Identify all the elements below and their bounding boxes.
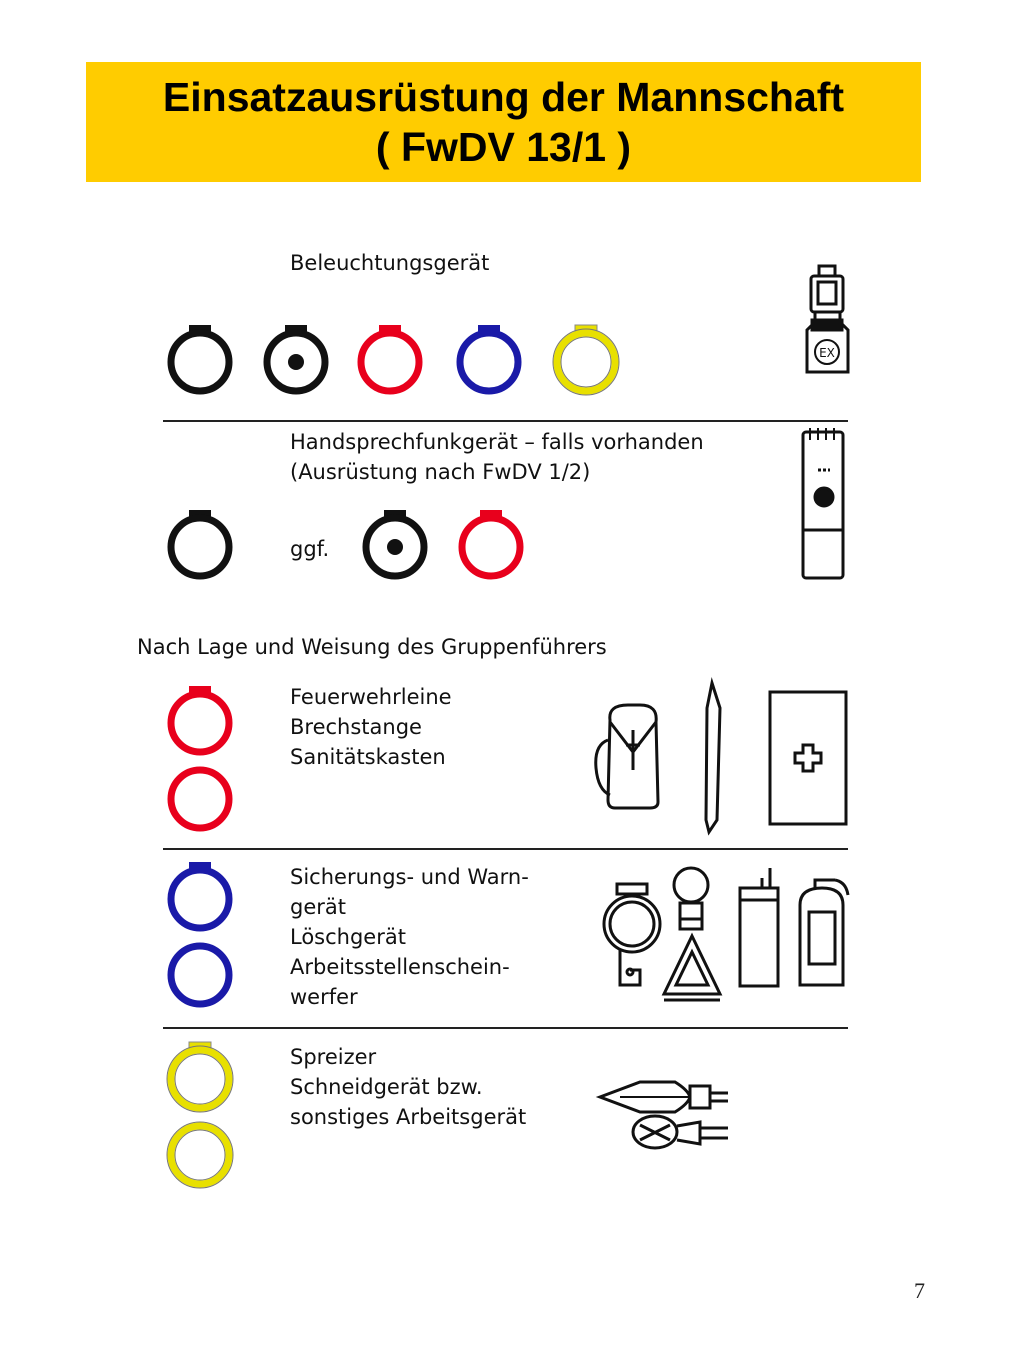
blue-item-1: Sicherungs- und Warn- (290, 865, 529, 889)
warning-triangle-icon (664, 868, 720, 1000)
floodlight-icon (740, 868, 778, 986)
yellow-item-1: Spreizer (290, 1045, 377, 1069)
yellow-item-3: sonstiges Arbeitsgerät (290, 1105, 527, 1129)
title-line-2: ( FwDV 13/1 ) (375, 124, 632, 170)
ring-blue (171, 946, 229, 1004)
red-item-2: Brechstange (290, 715, 422, 739)
ring-red (361, 325, 419, 391)
yellow-item-2: Schneidgerät bzw. (290, 1075, 483, 1099)
first-aid-kit-icon (770, 692, 846, 824)
ring-red (171, 770, 229, 828)
lighting-label: Beleuchtungsgerät (290, 251, 490, 275)
ring-black-dot (267, 325, 325, 391)
warning-lamp-icon (604, 884, 660, 985)
blue-item-4: Arbeitsstellenschein- (290, 955, 510, 979)
svg-text:EX: EX (819, 346, 835, 360)
extinguisher-icon (800, 880, 848, 985)
ring-red (462, 510, 520, 576)
crowbar-icon (706, 683, 720, 832)
ring-black-dot (366, 510, 424, 576)
title-line-1: Einsatzausrüstung der Mannschaft (162, 74, 845, 120)
ring-yellow (553, 325, 619, 395)
leader-heading: Nach Lage und Weisung des Gruppenführers (137, 635, 607, 659)
radio-icon (803, 428, 843, 578)
spreader-icon (600, 1082, 728, 1112)
blue-item-3: Löschgerät (290, 925, 406, 949)
ring-red (171, 686, 229, 752)
ring-blue (460, 325, 518, 391)
blue-item-2: gerät (290, 895, 346, 919)
radio-label-line1: Handsprechfunkgerät – falls vorhanden (290, 430, 704, 454)
ex-label-icon (815, 340, 839, 364)
page-number: 7 (914, 1278, 925, 1303)
ring-yellow (167, 1042, 233, 1112)
red-item-1: Feuerwehrleine (290, 685, 452, 709)
ring-black (171, 510, 229, 576)
red-item-3: Sanitätskasten (290, 745, 446, 769)
blue-item-5: werfer (290, 985, 358, 1009)
ring-black (171, 325, 229, 391)
optional-note: ggf. (290, 537, 330, 561)
cutter-icon (633, 1116, 728, 1148)
ring-blue (171, 862, 229, 928)
ring-yellow (167, 1122, 233, 1188)
rope-bag-icon (596, 705, 658, 808)
radio-label-line2: (Ausrüstung nach FwDV 1/2) (290, 460, 591, 484)
